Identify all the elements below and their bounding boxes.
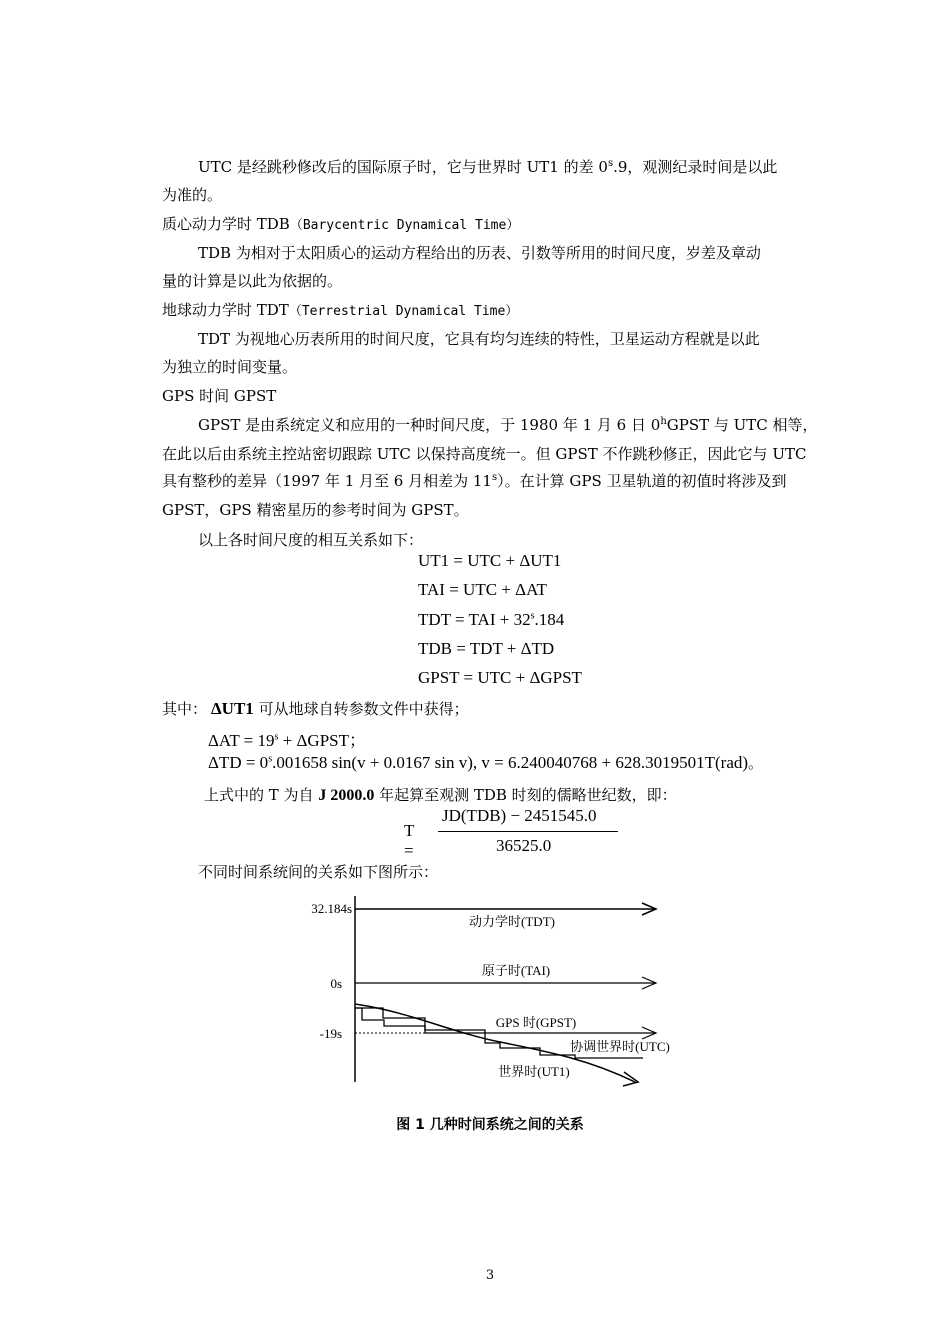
equation-tai: TAI = UTC + ΔAT <box>418 580 547 599</box>
where-dut1: 其中： ΔUT1 可从地球自转参数文件中获得； <box>162 699 469 718</box>
ut1-arrowhead <box>623 1072 638 1086</box>
figure-caption: 图 1 几种时间系统之间的关系 <box>396 1117 584 1133</box>
utc-paragraph-line-1: UTC 是经跳秒修改后的国际原子时，它与世界时 UT1 的差 0$^s$.9，观测纪录时间是以此 <box>198 158 778 176</box>
y-label-0s: 0s <box>330 976 342 991</box>
y-label-minus19s: -19s <box>319 1026 342 1041</box>
equation-ut1: UT1 = UTC + ΔUT1 <box>418 551 562 570</box>
tai-label: 原子时(TAI) <box>481 963 551 978</box>
equation-tdb: TDB = TDT + ΔTD <box>418 639 555 658</box>
utc-label: 协调世界时(UTC) <box>570 1039 670 1054</box>
tdb-heading: 质心动力学时 TDB（Barycentric Dynamical Time） <box>162 215 520 233</box>
ut1-label: 世界时(UT1) <box>498 1064 570 1079</box>
tdt-label: 动力学时(TDT) <box>469 914 555 929</box>
equation-tdt: TDT = TAI + $32^s.184$ <box>418 610 565 629</box>
t-formula-lhs: T = <box>404 821 415 860</box>
utc-paragraph-line-2: 为准的。 <box>162 186 223 204</box>
page-number: 3 <box>485 1268 495 1283</box>
gpst-paragraph-line-2: 在此以后由系统主控站密切跟踪 UTC 以保持高度统一。但 GPST 不作跳秒修正，因此它与 UTC <box>162 445 807 463</box>
time-systems-figure <box>290 892 690 1092</box>
gpst-heading: GPS 时间 GPST <box>162 387 277 405</box>
equation-gpst: GPST = UTC + ΔGPST <box>418 668 582 687</box>
figure-intro: 不同时间系统间的关系如下图所示： <box>198 863 439 881</box>
tdt-paragraph-line-2: 为独立的时间变量。 <box>162 358 298 376</box>
tdt-heading: 地球动力学时 TDT（Terrestrial Dynamical Time） <box>162 301 519 319</box>
t-formula-numerator: JD(TDB) − 2451545.0 <box>442 806 597 825</box>
equation-delta-td: $\Delta TD = 0^s.001658$ sin(v + 0.0167 sin v), v = 6.240040768 + 628.3019501T(rad)。 <box>208 753 764 772</box>
tdb-paragraph-line-1: TDB 为相对于太阳质心的运动方程给出的历表、引数等所用的时间尺度，岁差及章动 <box>198 244 761 262</box>
tdt-paragraph-line-1: TDT 为视地心历表所用的时间尺度，它具有均匀连续的特性，卫星运动方程就是以此 <box>198 330 760 348</box>
gpst-paragraph-line-4: GPST，GPS 精密星历的参考时间为 GPST。 <box>162 501 469 519</box>
gpst-paragraph-line-1: GPST 是由系统定义和应用的一种时间尺度，于 1980 年 1 月 6 日 0$^h$GPST 与 UTC 相等， <box>198 416 818 434</box>
fraction-bar <box>438 831 618 832</box>
y-label-32184s: 32.184s <box>311 901 352 916</box>
t-formula-denominator: 36525.0 <box>496 836 552 855</box>
gpst-paragraph-line-3: 具有整秒的差异（1997 年 1 月至 6 月相差为 11$^s$）。在计算 GPS 卫星轨道的初值时将涉及到 <box>162 472 787 490</box>
equation-delta-at: $\Delta AT = 19^s$ + ΔGPST； <box>208 731 366 750</box>
relations-intro: 以上各时间尺度的相互关系如下： <box>198 531 424 549</box>
t-definition: 上式中的 T 为自 J 2000.0 年起算至观测 TDB 时刻的儒略世纪数，即： <box>204 786 677 804</box>
tdb-paragraph-line-2: 量的计算是以此为依据的。 <box>162 272 343 290</box>
gpst-label: GPS 时(GPST) <box>495 1015 577 1030</box>
